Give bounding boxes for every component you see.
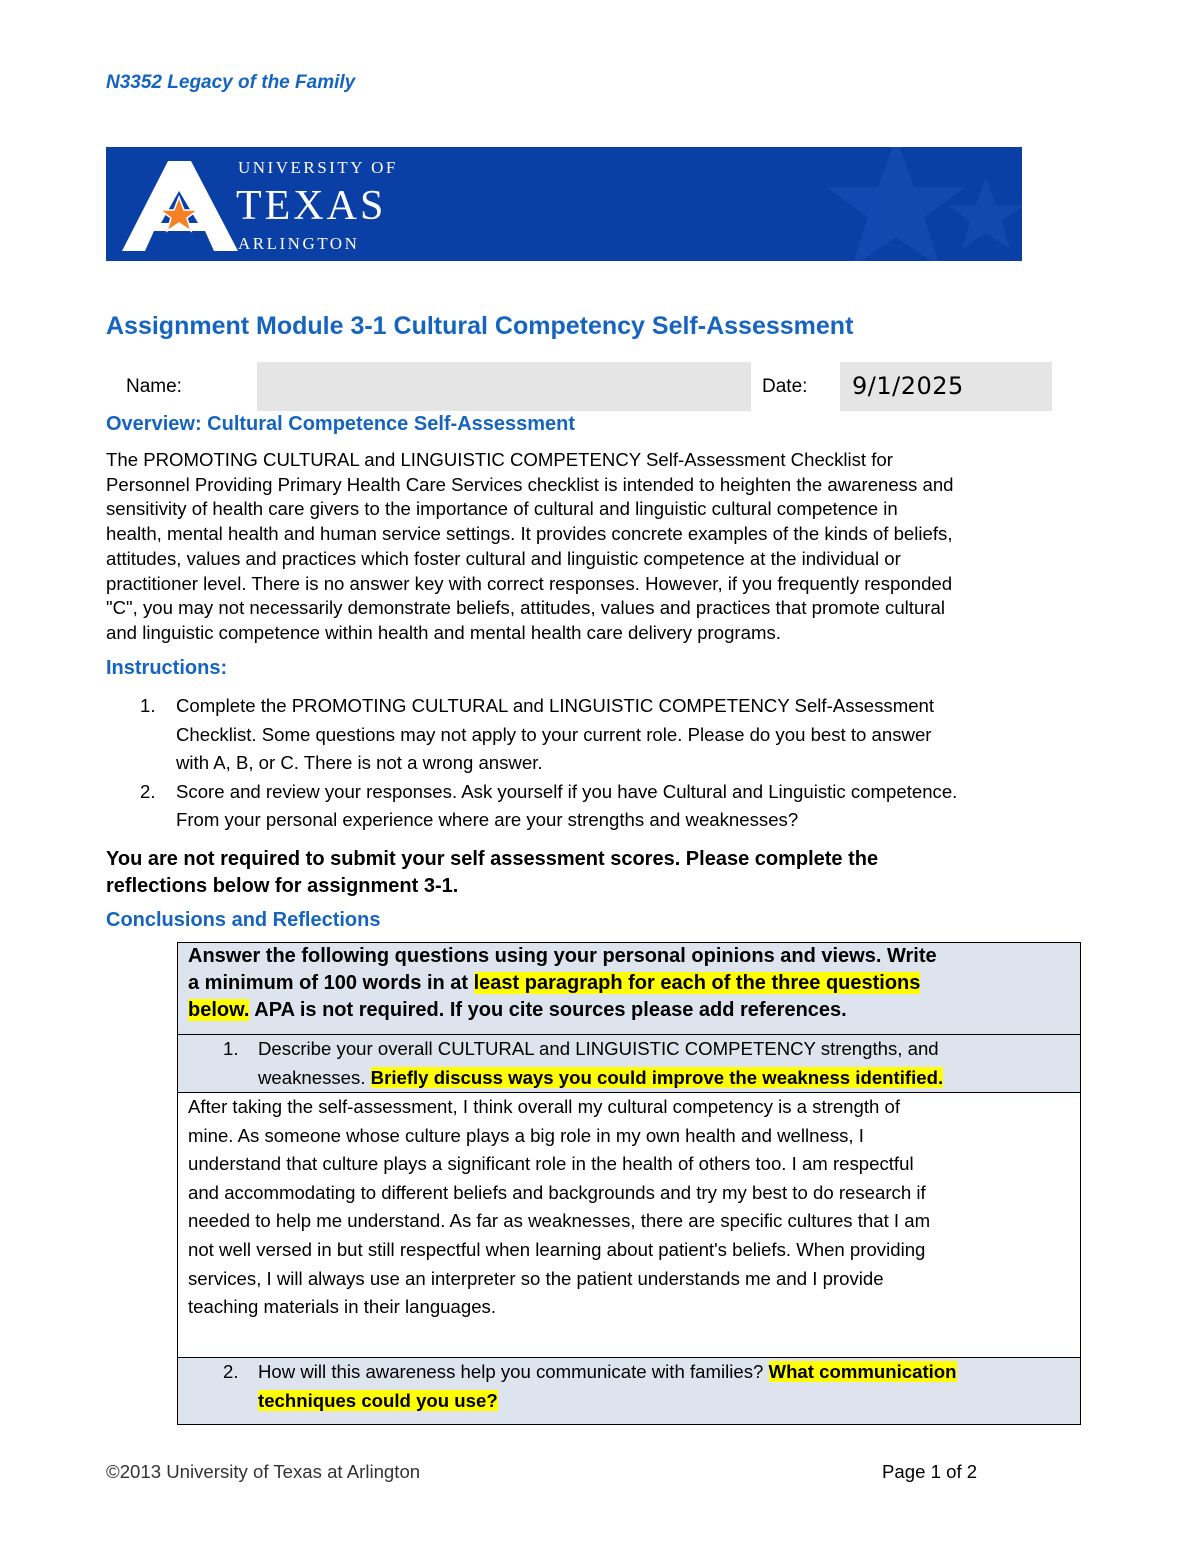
answer-line: and accommodating to different beliefs and backgrounds and try my best to do research if xyxy=(188,1181,926,1203)
name-label: Name: xyxy=(126,376,182,397)
logo-line1: UNIVERSITY OF xyxy=(238,158,398,177)
list-item xyxy=(140,692,1090,778)
list-number: 2. xyxy=(140,780,156,802)
list-item xyxy=(140,778,1090,835)
intro-text: a minimum of 100 words in at xyxy=(188,972,474,994)
list-number: 1. xyxy=(140,695,156,716)
bold-note xyxy=(106,846,1106,900)
name-field[interactable] xyxy=(257,362,751,411)
answer-line: needed to help me understand. As far as weaknesses, there are specific cultures that I am xyxy=(188,1210,931,1232)
overview-line: and linguistic competence within health and mental health care delivery programs. xyxy=(106,621,781,643)
note-line: reflections below for assignment 3-1. xyxy=(106,875,459,897)
overview-line: The PROMOTING CULTURAL and LINGUISTIC COMPETENCY Self-Assessment Checklist for xyxy=(106,449,893,470)
overview-line: health, mental health and human service settings. It provides concrete examples of the kinds of beliefs, xyxy=(106,523,953,545)
answer-1-cell[interactable] xyxy=(178,1093,1081,1358)
instructions-heading: Instructions: xyxy=(106,657,228,679)
overview-line: attitudes, values and practices which foster cultural and linguistic competence at the individual or xyxy=(106,547,901,569)
uta-logo xyxy=(106,147,1022,261)
question-1-cell xyxy=(178,1035,1081,1093)
date-value[interactable]: 9/1/2025 xyxy=(852,372,964,400)
answer-line: services, I will always use an interpreter so the patient understands me and I provide xyxy=(188,1267,884,1289)
uta-logo-banner xyxy=(106,147,1022,261)
reflections-table xyxy=(177,942,1081,1425)
overview-line: "C", you may not necessarily demonstrate beliefs, attitudes, values and practices that promote cultural xyxy=(106,597,945,619)
question-line: Describe your overall CULTURAL and LINGUISTIC COMPETENCY strengths, and xyxy=(258,1038,939,1059)
overview-text xyxy=(106,448,1096,646)
intro-line: Answer the following questions using your personal opinions and views. Write xyxy=(188,945,937,967)
conclusions-heading: Conclusions and Reflections xyxy=(106,909,381,931)
answer-line: teaching materials in their languages. xyxy=(188,1296,497,1318)
question-highlight: What communication xyxy=(768,1361,957,1382)
list-line: with A, B, or C. There is not a wrong answer. xyxy=(176,752,543,773)
overview-line: sensitivity of health care givers to the importance of cultural and linguistic cultural competence in xyxy=(106,498,898,520)
overview-line: Personnel Providing Primary Health Care Services checklist is intended to heighten the awareness and xyxy=(106,473,954,495)
course-title: N3352 Legacy of the Family xyxy=(106,72,356,93)
date-label: Date: xyxy=(762,376,808,397)
intro-highlight: least paragraph for each of the three questions xyxy=(473,972,921,994)
answer-line: not well versed in but still respectful when learning about patient's beliefs. When providing xyxy=(188,1238,926,1260)
list-line: Checklist. Some questions may not apply to your current role. Please do you best to answer xyxy=(176,723,932,745)
question-text: How will this awareness help you communicate with families? xyxy=(258,1361,769,1382)
question-number: 1. xyxy=(223,1038,239,1059)
table-intro-cell xyxy=(178,943,1081,1035)
intro-highlight: below. xyxy=(188,999,250,1021)
logo-line3: ARLINGTON xyxy=(238,234,360,253)
page-title: Assignment Module 3-1 Cultural Competency Self-Assessment xyxy=(106,312,854,340)
question-1 xyxy=(188,1035,1070,1092)
intro-text: APA is not required. If you cite sources please add references. xyxy=(249,999,847,1021)
question-highlight: Briefly discuss ways you could improve the weakness identified. xyxy=(370,1066,944,1088)
instructions-list xyxy=(140,692,1090,835)
question-2 xyxy=(188,1358,1070,1415)
question-line xyxy=(258,1387,1070,1416)
logo-line2: TEXAS xyxy=(236,183,387,229)
question-line xyxy=(258,1358,1070,1387)
question-number: 2. xyxy=(223,1361,239,1382)
overview-heading: Overview: Cultural Competence Self-Assessment xyxy=(106,413,576,435)
list-line: Score and review your responses. Ask yourself if you have Cultural and Linguistic competence. xyxy=(176,780,958,802)
question-highlight: techniques could you use? xyxy=(258,1389,498,1411)
question-line xyxy=(258,1064,1070,1093)
intro-line xyxy=(188,997,1070,1024)
footer-page-number: Page 1 of 2 xyxy=(882,1461,978,1482)
note-line: You are not required to submit your self assessment scores. Please complete the xyxy=(106,848,879,870)
overview-line: practitioner level. There is no answer key with correct responses. However, if you frequently responded xyxy=(106,572,953,594)
answer-line: After taking the self-assessment, I think overall my cultural competency is a strength of xyxy=(188,1096,901,1117)
intro-line xyxy=(188,970,1070,997)
list-line: From your personal experience where are your strengths and weaknesses? xyxy=(176,809,799,830)
list-line: Complete the PROMOTING CULTURAL and LINGUISTIC COMPETENCY Self-Assessment xyxy=(176,695,935,716)
footer-copyright: ©2013 University of Texas at Arlington xyxy=(106,1461,421,1482)
question-text: weaknesses. xyxy=(258,1066,371,1088)
answer-line: mine. As someone whose culture plays a big role in my own health and wellness, I xyxy=(188,1124,864,1146)
question-2-cell xyxy=(178,1358,1081,1425)
answer-line: understand that culture plays a significant role in the health of others too. I am respectful xyxy=(188,1153,914,1175)
